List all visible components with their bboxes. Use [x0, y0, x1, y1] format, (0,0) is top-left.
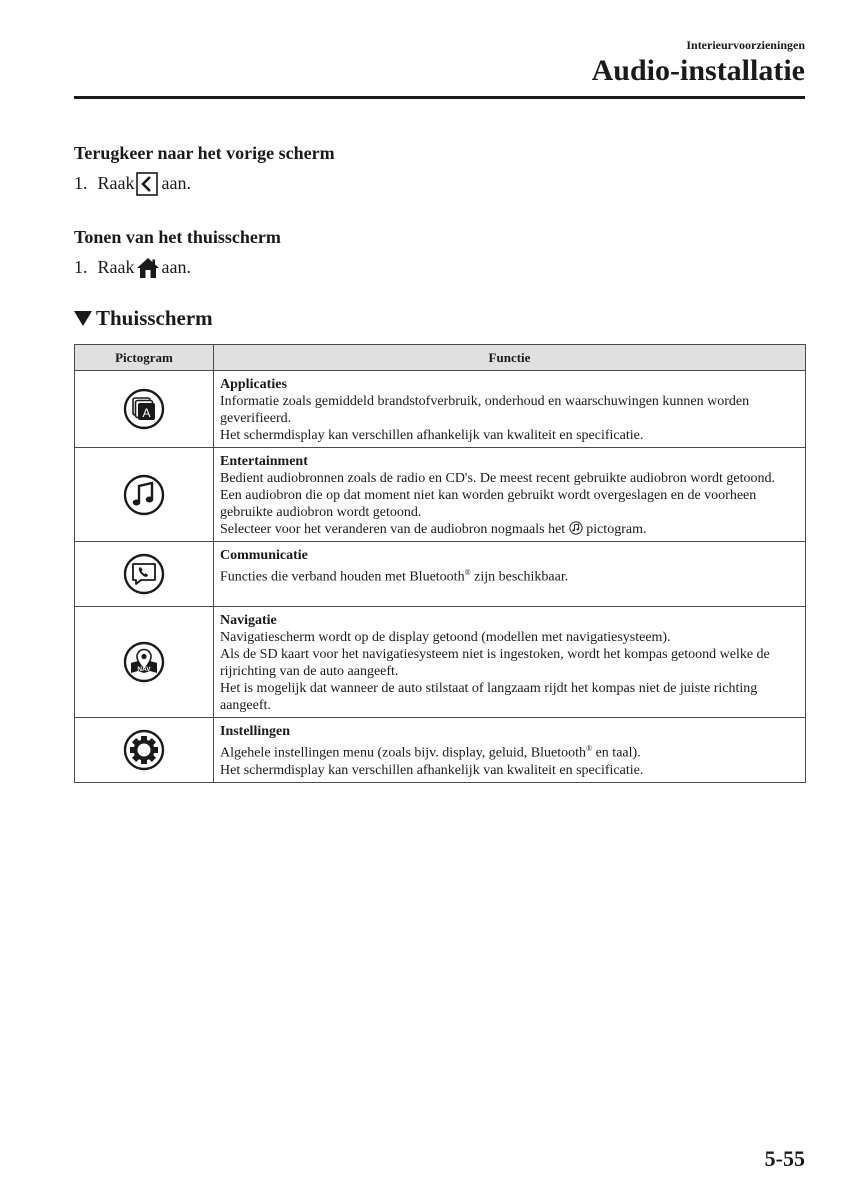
page-title: Audio-installatie: [591, 54, 805, 87]
step-number: 1.: [74, 256, 88, 277]
triangle-marker-icon: [74, 311, 92, 326]
table-header-row: [75, 345, 806, 371]
function-title: Entertainment: [220, 454, 308, 469]
function-line-pre: Functies die verband houden met Bluetooth: [220, 569, 465, 585]
column-header-function: Functie: [214, 345, 806, 371]
home-screen-heading-text: Thuisscherm: [96, 306, 213, 330]
function-line-post: en taal).: [592, 745, 641, 761]
back-step: [74, 172, 191, 194]
function-title: Instellingen: [220, 724, 291, 739]
table-row: [75, 371, 806, 448]
header-rule: [74, 96, 805, 99]
registered-mark: ®: [586, 744, 593, 753]
svg-text:A: A: [142, 406, 151, 420]
home-step: [74, 256, 191, 278]
registered-mark: ®: [464, 568, 471, 577]
home-icon: [136, 256, 158, 278]
function-line-post: zijn beschikbaar.: [470, 569, 569, 585]
back-heading: Terugkeer naar het vorige scherm: [74, 143, 335, 163]
column-header-icon: Pictogram: [75, 345, 214, 371]
function-title: Applicaties: [220, 377, 287, 392]
nav-icon-label: NAV: [137, 666, 151, 673]
step-number: 1.: [74, 172, 88, 193]
function-cell: [214, 542, 806, 607]
icon-cell: [75, 371, 214, 448]
step-text-post: aan.: [161, 256, 191, 277]
music-note-icon: [75, 474, 213, 516]
home-heading: Tonen van het thuisscherm: [74, 227, 281, 247]
chevron-left-icon: [136, 172, 158, 194]
table-row: [75, 607, 806, 718]
table-row: [75, 448, 806, 542]
icon-cell: [75, 542, 214, 607]
function-line: Navigatiescherm wordt op de display getoond (modellen met navigatiesysteem).: [220, 630, 671, 645]
icon-cell: [75, 448, 214, 542]
phone-chat-icon: [75, 553, 213, 595]
function-line: Het is mogelijk dat wanneer de auto stilstaat of langzaam rijdt het kompas niet de juiste richting aangeeft.: [220, 681, 758, 713]
table-row: [75, 542, 806, 607]
table-row: [75, 718, 806, 783]
function-line-post: pictogram.: [586, 522, 647, 537]
function-line: Bedient audiobronnen zoals de radio en CD's. De meest recent gebruikte audiobron wordt getoond. Een audiobron die op dat moment niet kan worden gebruikt wordt overgeslagen en de voorheen gebruikte audiobron wordt getoond.: [220, 471, 775, 520]
icon-cell: [75, 718, 214, 783]
header-section-label: Interieurvoorzieningen: [686, 38, 805, 52]
function-cell: [214, 718, 806, 783]
page-number: 5-55: [764, 1146, 805, 1171]
function-line-pre: Selecteer voor het veranderen van de audiobron nogmaals het: [220, 522, 566, 537]
home-screen-heading: [74, 306, 213, 331]
step-text-post: aan.: [161, 172, 191, 193]
function-line: Als de SD kaart voor het navigatiesysteem niet is ingestoken, wordt het kompas getoond welke de rijrichting van de auto aangeeft.: [220, 647, 770, 679]
step-text-pre: Raak: [97, 256, 135, 277]
applications-icon: [75, 388, 213, 430]
home-screen-table: [74, 344, 806, 783]
function-cell: [214, 371, 806, 448]
gear-icon: [75, 729, 213, 771]
icon-cell: [75, 607, 214, 718]
function-cell: [214, 607, 806, 718]
function-line: Het schermdisplay kan verschillen afhankelijk van kwaliteit en specificatie.: [220, 762, 644, 778]
function-cell: [214, 448, 806, 542]
function-title: Navigatie: [220, 613, 277, 628]
navigation-icon: [75, 641, 213, 683]
function-line: Het schermdisplay kan verschillen afhankelijk van kwaliteit en specificatie.: [220, 428, 644, 443]
function-title: Communicatie: [220, 548, 308, 563]
function-line-pre: Algehele instellingen menu (zoals bijv. display, geluid, Bluetooth: [220, 745, 587, 761]
function-line: [220, 521, 799, 538]
step-text-pre: Raak: [97, 172, 135, 193]
function-line: [220, 740, 799, 762]
function-line: [220, 564, 799, 586]
function-line: Informatie zoals gemiddeld brandstofverbruik, onderhoud en waarschuwingen kunnen worden geverifieerd.: [220, 394, 750, 426]
music-note-icon: [569, 521, 583, 535]
